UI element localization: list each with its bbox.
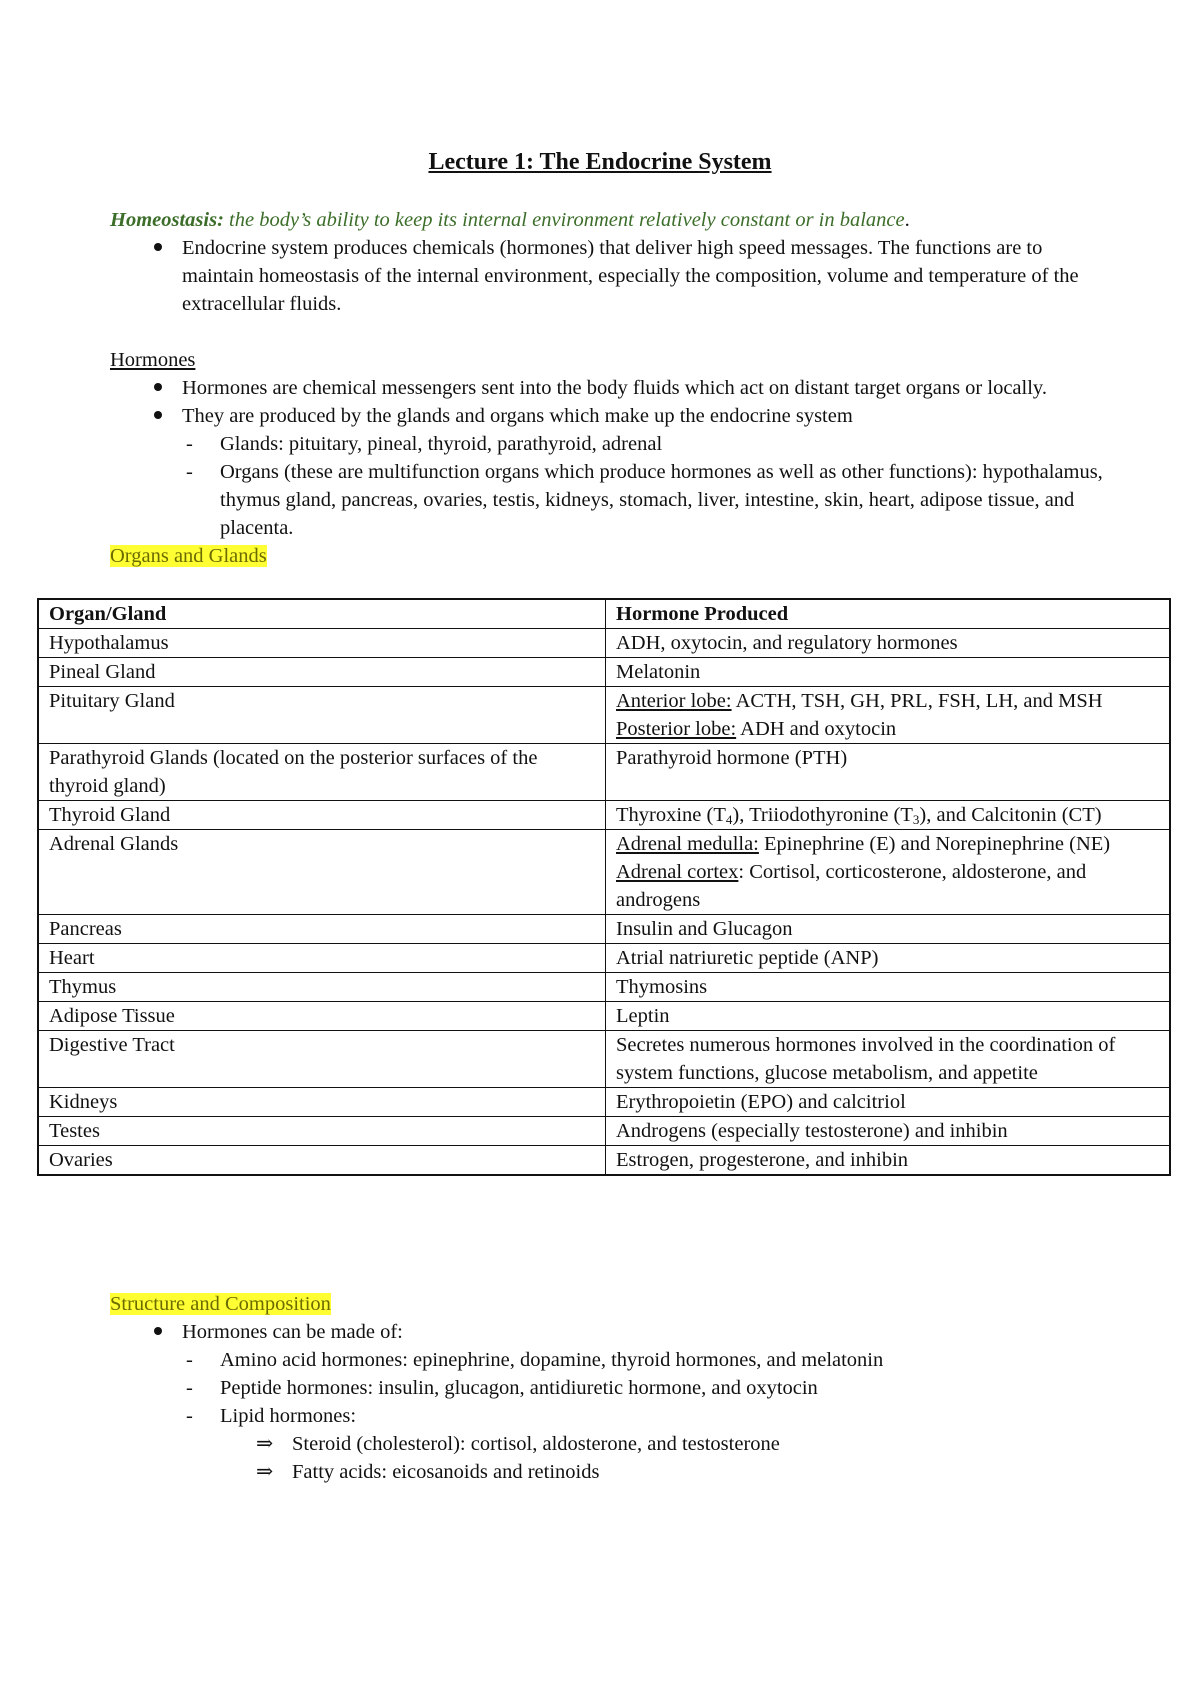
organ-cell: Thyroid Gland	[38, 801, 606, 830]
organ-cell: Digestive Tract	[38, 1031, 606, 1088]
structure-bullet-1: Hormones can be made of:	[110, 1318, 1110, 1346]
structure-heading	[110, 1290, 1110, 1318]
table-row	[38, 1117, 1170, 1146]
thyroid-text-1: Thyroxine (T	[616, 804, 726, 826]
organ-cell: Pituitary Gland	[38, 687, 606, 744]
table-row	[38, 1002, 1170, 1031]
hormone-cell: Erythropoietin (EPO) and calcitriol	[606, 1088, 1171, 1117]
lipid-item-fatty-acids-text: Fatty acids: eicosanoids and retinoids	[292, 1461, 600, 1483]
hormones-bullet-1: Hormones are chemical messengers sent into the body fluids which act on distant target organs or locally.	[110, 374, 1110, 402]
lipid-item-steroid-text: Steroid (cholesterol): cortisol, aldosterone, and testosterone	[292, 1433, 780, 1455]
organ-cell: Ovaries	[38, 1146, 606, 1176]
thyroid-text-2: ), Triiodothyronine (T	[732, 804, 913, 826]
lipid-sub-list	[110, 1430, 1110, 1486]
arrow-icon: ⇒	[256, 1433, 274, 1455]
table-row	[38, 1031, 1170, 1088]
table-row	[38, 658, 1170, 687]
structure-sub-list	[110, 1346, 1110, 1430]
organ-cell: Hypothalamus	[38, 629, 606, 658]
hormone-cell: Atrial natriuretic peptide (ANP)	[606, 944, 1171, 973]
thyroid-subscript-3: 3	[912, 812, 920, 827]
organ-cell: Kidneys	[38, 1088, 606, 1117]
adrenal-cortex-label: Adrenal cortex	[616, 861, 739, 883]
structure-sub-item-peptide: - Peptide hormones: insulin, glucagon, antidiuretic hormone, and oxytocin	[110, 1374, 1110, 1402]
organ-cell: Heart	[38, 944, 606, 973]
adrenal-medulla-label: Adrenal medulla:	[616, 833, 759, 855]
thyroid-text-3: ), and Calcitonin (CT)	[919, 804, 1102, 826]
table-row	[38, 629, 1170, 658]
table-header-row	[38, 599, 1170, 629]
thyroid-subscript-4: 4	[725, 812, 733, 827]
hormones-sub-list	[110, 430, 1110, 542]
organ-cell: Adrenal Glands	[38, 830, 606, 915]
homeostasis-bullets	[110, 234, 1110, 318]
organs-caption-highlight: Organs and Glands	[110, 545, 267, 567]
organ-cell: Pineal Gland	[38, 658, 606, 687]
homeostasis-period: .	[904, 209, 910, 231]
organs-table	[37, 598, 1171, 1176]
hormone-cell: Secretes numerous hormones involved in the coordination of system functions, glucose metabolism, and appetite	[606, 1031, 1171, 1088]
arrow-icon: ⇒	[256, 1461, 274, 1483]
organ-cell: Adipose Tissue	[38, 1002, 606, 1031]
organ-cell: Parathyroid Glands (located on the posterior surfaces of the thyroid gland)	[38, 744, 606, 801]
organ-cell: Testes	[38, 1117, 606, 1146]
homeostasis-term: Homeostasis:	[110, 209, 224, 231]
hormone-cell: Parathyroid hormone (PTH)	[606, 744, 1171, 801]
lipid-item-steroid	[110, 1430, 1110, 1458]
structure-sub-item-lipid: - Lipid hormones:	[110, 1402, 1110, 1430]
table-row	[38, 973, 1170, 1002]
hormone-cell: Leptin	[606, 1002, 1171, 1031]
organs-table-caption	[110, 542, 1110, 570]
adrenal-cortex-line	[616, 858, 1159, 914]
hormones-section	[110, 346, 1110, 570]
table-row	[38, 944, 1170, 973]
page-title: Lecture 1: The Endocrine System	[428, 149, 772, 175]
table-row	[38, 830, 1170, 915]
hormone-cell: Thymosins	[606, 973, 1171, 1002]
structure-sub-item-amino: - Amino acid hormones: epinephrine, dopamine, thyroid hormones, and melatonin	[110, 1346, 1110, 1374]
header-hormone-produced: Hormone Produced	[606, 599, 1171, 629]
adrenal-cortex-text: : Cortisol, corticosterone, aldosterone, and androgens	[616, 861, 1087, 911]
anterior-lobe-label: Anterior lobe:	[616, 690, 732, 712]
posterior-lobe-text: ADH and oxytocin	[736, 718, 897, 740]
table-row	[38, 915, 1170, 944]
homeostasis-section	[110, 206, 1110, 318]
hormones-sub-item-organs: - Organs (these are multifunction organs which produce hormones as well as other functions): hypothalamus, thymus gland, pancreas, ovaries, testis, kidneys, stomach, liver, intestine, skin, heart, adipose tissue, and placenta.	[110, 458, 1110, 542]
hormones-bullet-2: They are produced by the glands and organs which make up the endocrine system	[110, 402, 1110, 430]
table-row	[38, 1146, 1170, 1176]
structure-heading-highlight: Structure and Composition	[110, 1293, 331, 1315]
hormone-cell	[606, 830, 1171, 915]
hormone-cell: Insulin and Glucagon	[606, 915, 1171, 944]
structure-bullets	[110, 1318, 1110, 1346]
hormones-sub-item-glands: - Glands: pituitary, pineal, thyroid, parathyroid, adrenal	[110, 430, 1110, 458]
lipid-item-fatty-acids	[110, 1458, 1110, 1486]
hormone-cell: Melatonin	[606, 658, 1171, 687]
header-organ-gland: Organ/Gland	[38, 599, 606, 629]
hormone-cell: Estrogen, progesterone, and inhibin	[606, 1146, 1171, 1176]
anterior-lobe-line	[616, 687, 1159, 715]
organ-cell: Thymus	[38, 973, 606, 1002]
hormone-cell: Androgens (especially testosterone) and inhibin	[606, 1117, 1171, 1146]
table-row	[38, 687, 1170, 744]
hormone-cell	[606, 687, 1171, 744]
structure-section	[110, 1290, 1110, 1486]
hormone-cell: ADH, oxytocin, and regulatory hormones	[606, 629, 1171, 658]
hormones-heading: Hormones	[110, 349, 196, 371]
adrenal-medulla-text: Epinephrine (E) and Norepinephrine (NE)	[758, 833, 1111, 855]
homeostasis-bullet-1: Endocrine system produces chemicals (hormones) that deliver high speed messages. The functions are to maintain homeostasis of the internal environment, especially the composition, volume and temperature of the extracellular fluids.	[110, 234, 1110, 318]
organ-cell: Pancreas	[38, 915, 606, 944]
table-row	[38, 801, 1170, 830]
posterior-lobe-label: Posterior lobe:	[616, 718, 737, 740]
table-row	[38, 744, 1170, 801]
hormone-cell	[606, 801, 1171, 830]
homeostasis-definition-text: the body’s ability to keep its internal environment relatively constant or in balance	[223, 209, 905, 231]
anterior-lobe-text: ACTH, TSH, GH, PRL, FSH, LH, and MSH	[731, 690, 1103, 712]
homeostasis-definition	[110, 206, 1110, 234]
table-row	[38, 1088, 1170, 1117]
posterior-lobe-line	[616, 715, 1159, 743]
adrenal-medulla-line	[616, 830, 1159, 858]
hormones-bullets	[110, 374, 1110, 430]
